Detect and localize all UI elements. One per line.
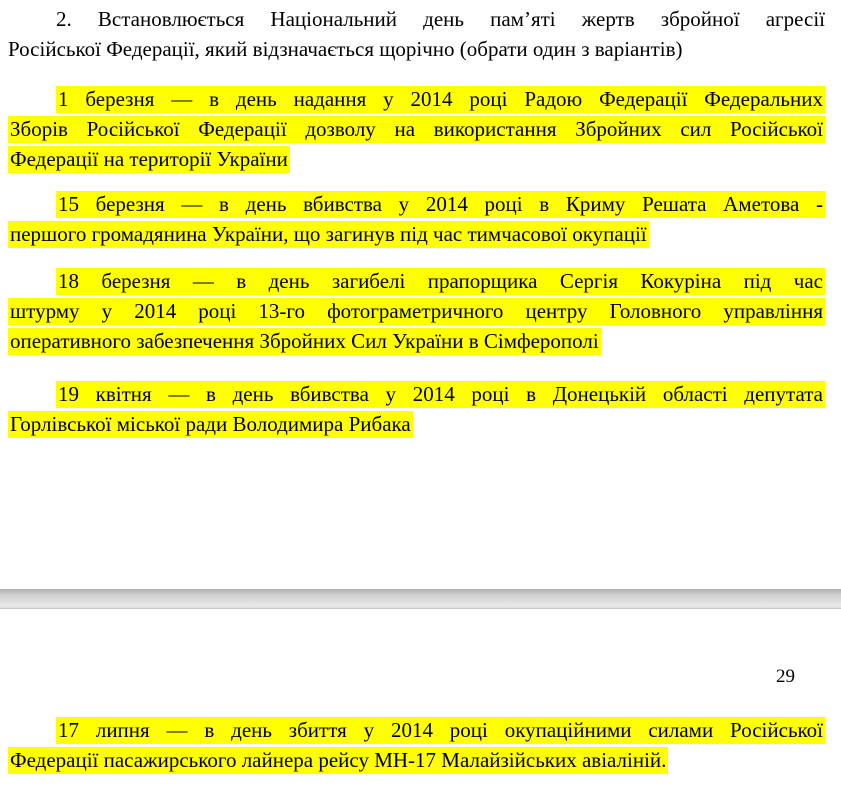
text-line: [8, 144, 825, 174]
page-break-band: [0, 589, 841, 609]
text-line: [8, 114, 825, 144]
text-line: [8, 219, 825, 249]
highlighted-text: штурму у 2014 році 13-го фотограметричного центру Головного управління: [10, 299, 823, 323]
highlighted-text: 15 березня — в день вбивства у 2014 році в Криму Решата Аметова -: [58, 192, 823, 216]
highlighted-text: 18 березня — в день загибелі прапорщика Сергія Кокуріна під час: [58, 269, 823, 293]
text-line: [8, 379, 825, 409]
text-line: [8, 326, 825, 356]
paragraph-option-july-17: [8, 715, 825, 775]
highlighted-text: Федерації пасажирського лайнера рейсу МН-17 Малайзійських авіаліній.: [10, 748, 667, 772]
highlighted-text: 1 березня — в день надання у 2014 році Радою Федерації Федеральних: [58, 87, 823, 111]
paragraph-option-april-19: [8, 379, 825, 439]
paragraph-intro-line-1: 2. Встановлюється Національний день пам’яті жертв збройної агресії: [56, 7, 825, 31]
highlighted-text: 19 квітня — в день вбивства у 2014 році в Донецькій області депутата: [58, 382, 823, 406]
text-line: [8, 4, 825, 34]
highlighted-text: Зборів Російської Федерації дозволу на використання Збройних сил Російської: [10, 117, 823, 141]
text-line: [8, 84, 825, 114]
highlighted-text: оперативного забезпечення Збройних Сил України в Сімферополі: [10, 329, 599, 353]
highlighted-text: Горлівської міської ради Володимира Рибака: [10, 412, 411, 436]
paragraph-option-march-15: [8, 189, 825, 249]
highlighted-text: першого громадянина України, що загинув під час тимчасової окупації: [10, 222, 647, 246]
text-line: [8, 296, 825, 326]
highlighted-text: Федерації на території України: [10, 147, 288, 171]
page-2: [0, 666, 841, 775]
text-line: [8, 715, 825, 745]
text-line: [8, 189, 825, 219]
paragraph-intro-line-2: Російської Федерації, який відзначається щорічно (обрати один з варіантів): [8, 37, 683, 61]
page-number: 29: [776, 666, 795, 687]
text-line: [8, 409, 825, 439]
text-line: [8, 745, 825, 775]
highlighted-text: 17 липня — в день збиття у 2014 році окупаційними силами Російської: [58, 718, 823, 742]
text-line: [8, 266, 825, 296]
text-line: [8, 34, 825, 64]
paragraph-intro: [8, 4, 825, 64]
paragraph-option-march-1: [8, 84, 825, 174]
paragraph-option-march-18: [8, 266, 825, 356]
